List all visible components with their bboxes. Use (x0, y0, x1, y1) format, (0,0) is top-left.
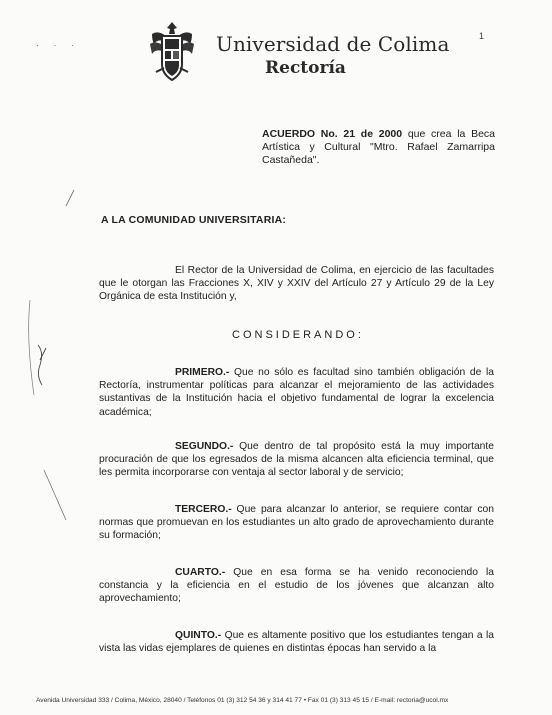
considerando-text: Que no sólo es facultad sino también obligación de la Rectoría, instrumentar políticas para alcanzar el mejoramiento de las actividades sustantivas de la Institución hacia el objetivo fundamental de lograr la excelencia académica; (99, 367, 494, 418)
office-name: Rectoría (265, 58, 346, 78)
agreement-title (262, 128, 495, 167)
intro-paragraph (99, 264, 494, 304)
considerando-text: Que es altamente positivo que los estudiantes tengan a la vista las vidas ejemplares de quienes en distintas épocas han servido a la (99, 630, 494, 655)
page-number: 1 (479, 31, 485, 41)
scan-specks: · · · (36, 40, 80, 50)
considerando-label: SEGUNDO.- (175, 441, 234, 452)
considerando-label: TERCERO.- (175, 504, 232, 515)
agreement-number: ACUERDO No. 21 de 2000 (262, 128, 403, 140)
considerando-heading: CONSIDERANDO: (232, 329, 364, 341)
considerando-text: Que dentro de tal propósito está la muy importante procuración de que los egresados de la misma alcancen alta eficiencia terminal, que les permita incorporarse con ventaja al sector laboral y de servicio; (99, 441, 494, 479)
considerando-label: PRIMERO.- (175, 367, 230, 378)
addressee-heading: A LA COMUNIDAD UNIVERSITARIA: (101, 214, 287, 226)
considerando-label: CUARTO.- (175, 567, 226, 578)
considerando-paragraph (99, 629, 494, 655)
considerando-paragraph (99, 503, 494, 543)
considerando-paragraph (99, 366, 494, 419)
university-crest-logo (148, 20, 196, 84)
considerando-text: Que para alcanzar lo anterior, se requiere contar con normas que promuevan en los estudiantes un alto grado de aprovechamiento durante su formación; (99, 504, 494, 542)
intro-text: El Rector de la Universidad de Colima, en ejercicio de las facultades que le otorgan las Fracciones X, XIV y XXIV del Artículo 27 y Artículo 29 de la Ley Orgánica de esta Institución y, (99, 265, 494, 303)
considerando-paragraph (99, 440, 494, 480)
agreement-description: que crea la Beca Artística y Cultural "Mtro. Rafael Zamarripa Castañeda". (262, 128, 495, 166)
considerando-label: QUINTO.- (175, 630, 222, 641)
considerando-paragraph (99, 566, 494, 606)
considerando-text: Que en esa forma se ha venido reconociendo la constancia y la eficiencia en el estudio de los jóvenes que alcanzan alto aprovechamiento; (99, 567, 494, 605)
footer-address: Avenida Universidad 333 / Colima, México, 28040 / Teléfonos 01 (3) 312 54 36 y 314 41 77 • Fax 01 (3) 313 45 15 / E-mail: rectoria@ucol.mx (36, 697, 449, 704)
university-name: Universidad de Colima (216, 32, 450, 56)
